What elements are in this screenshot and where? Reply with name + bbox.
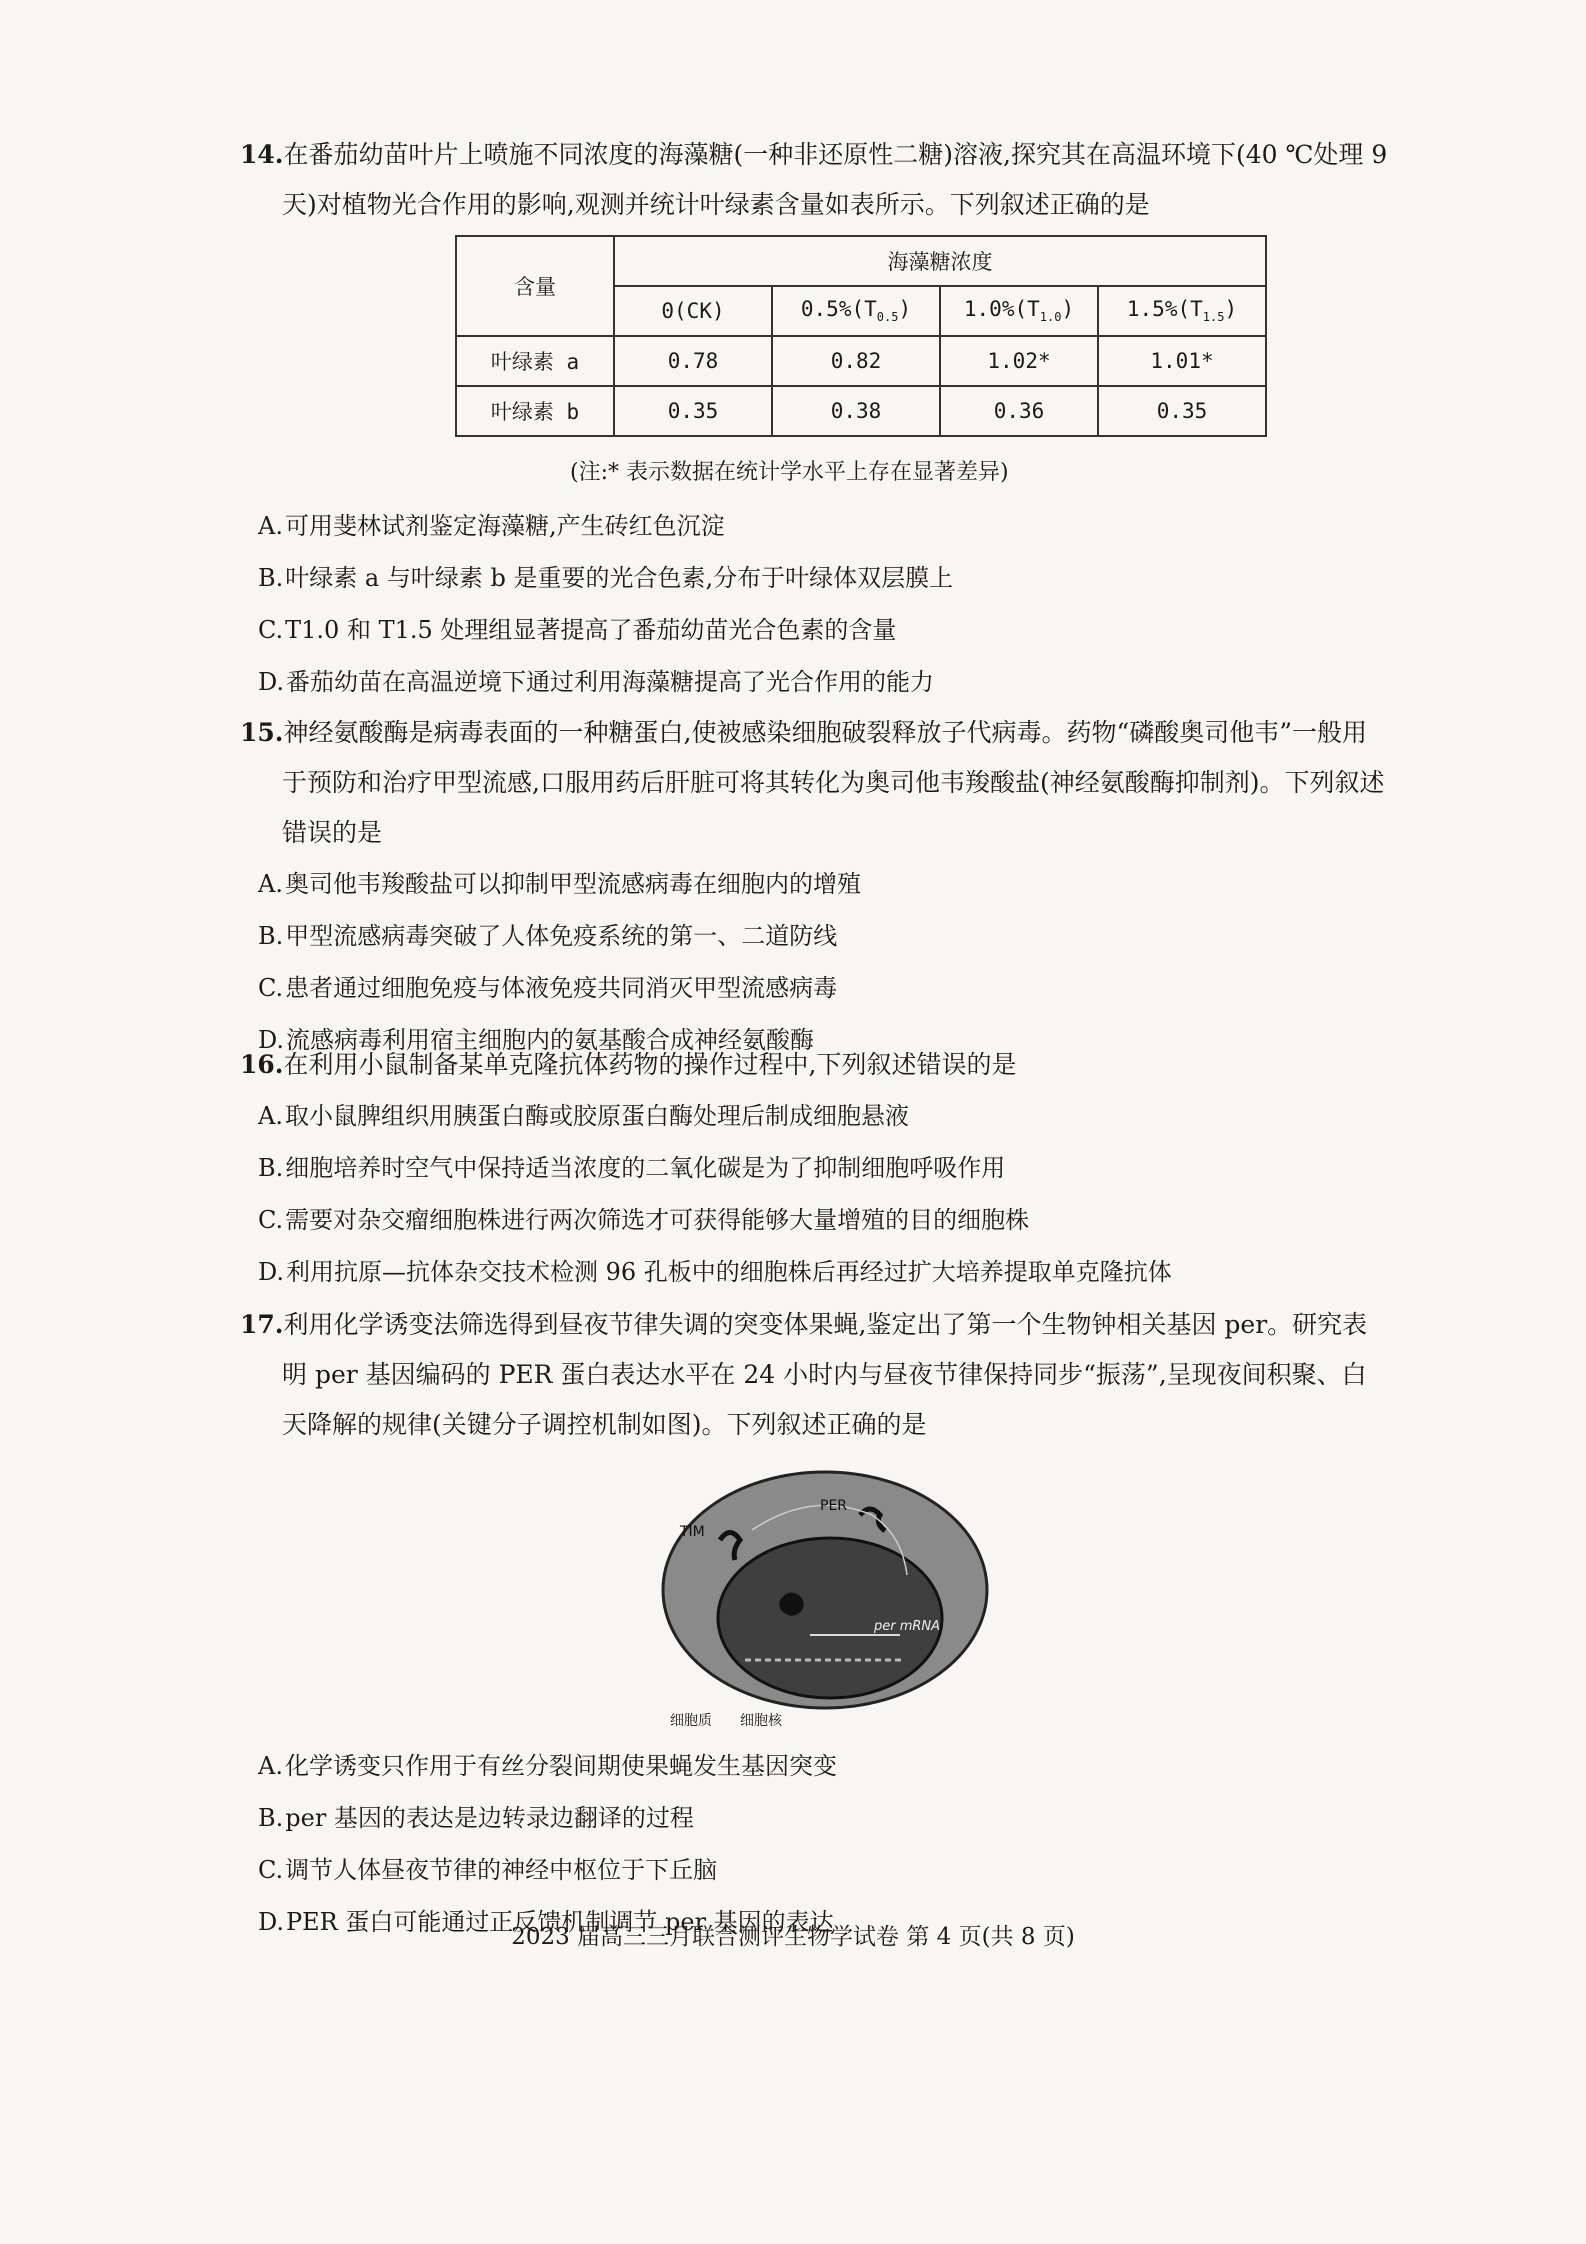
question-14-stem [240,130,1390,230]
cytoplasm-label: 细胞质 [670,1713,712,1729]
table-row [456,336,1266,386]
option-d: D.番茄幼苗在高温逆境下通过利用海藻糖提高了光合作用的能力 [258,668,935,696]
option-d: D.流感病毒利用宿主细胞内的氨基酸合成神经氨酸酶 [258,1026,815,1054]
question-text: 神经氨酸酶是病毒表面的一种糖蛋白,使被感染细胞破裂释放子代病毒。药物“磷酸奥司他韦”一般用于预防和治疗甲型流感,口服用药后肝脏可将其转化为奥司他韦羧酸盐(神经氨酸酶抑制剂)。下列叙述错误的是 [282,718,1385,847]
table-row [456,386,1266,436]
question-14 [240,130,1390,230]
page-footer: 2023 届高三三月联合测评生物学试卷 第 4 页(共 8 页) [511,1924,1075,1950]
table-cell: 0.35 [1098,386,1266,436]
question-17-options [240,1740,1390,1948]
option-a: A.可用斐林试剂鉴定海藻糖,产生砖红色沉淀 [258,512,725,540]
cell-diagram [660,1470,990,1734]
option-b: B.per 基因的表达是边转录边翻译的过程 [258,1804,694,1832]
tim-label: TIM [680,1524,705,1540]
option-a: A.奥司他韦羧酸盐可以抑制甲型流感病毒在细胞内的增殖 [258,870,861,898]
table-col-header: $0.5\%(T_{0.5})$ [772,286,940,336]
question-17-stem [240,1300,1390,1450]
option-b: B.细胞培养时空气中保持适当浓度的二氧化碳是为了抑制细胞呼吸作用 [258,1154,1006,1182]
option-a: A.化学诱变只作用于有丝分裂间期使果蝇发生基因突变 [258,1752,837,1780]
option-b: B.甲型流感病毒突破了人体免疫系统的第一、二道防线 [258,922,838,950]
table-row-label: 叶绿素 a [456,336,614,386]
table-cell: 0.82 [772,336,940,386]
question-15-stem [240,708,1390,858]
option-d: D.PER 蛋白可能通过正反馈机制调节 per 基因的表达 [258,1908,834,1936]
cell-diagram-svg [660,1470,990,1730]
question-16 [240,1040,1390,1298]
table-col-header: $1.0\%(T_{1.0})$ [940,286,1098,336]
option-c: C.患者通过细胞免疫与体液免疫共同消灭甲型流感病毒 [258,974,838,1002]
question-number: 15. [240,718,284,747]
option-d: D.利用抗原—抗体杂交技术检测 96 孔板中的细胞株后再经过扩大培养提取单克隆抗体 [258,1258,1172,1286]
question-16-stem [240,1040,1390,1090]
nucleus-label: 细胞核 [740,1713,782,1729]
table-cell: 0.36 [940,386,1098,436]
table-row-header: 含量 [456,236,614,336]
question-text: 利用化学诱变法筛选得到昼夜节律失调的突变体果蝇,鉴定出了第一个生物钟相关基因 per。研究表明 per 基因编码的 PER 蛋白表达水平在 24 小时内与昼夜节律保持同步“振荡”,呈现夜间积聚、白天降解的规律(关键分子调控机制如图)。下列叙述正确的是 [282,1310,1368,1439]
question-number: 17. [240,1310,284,1339]
option-a: A.取小鼠脾组织用胰蛋白酶或胶原蛋白酶处理后制成细胞悬液 [258,1102,909,1130]
chlorophyll-table [455,235,1267,437]
option-c: C.调节人体昼夜节律的神经中枢位于下丘脑 [258,1856,718,1884]
per-label: PER [820,1498,848,1514]
table-note: (注:* 表示数据在统计学水平上存在显著差异) [570,460,1009,485]
table-row-label: 叶绿素 b [456,386,614,436]
mrna-label: per mRNA [874,1619,941,1634]
nucleus-region [718,1538,942,1698]
question-17 [240,1300,1390,1450]
table-cell: 0.78 [614,336,772,386]
question-15 [240,708,1390,1066]
table-col-header: 0(CK) [614,286,772,336]
question-text: 在利用小鼠制备某单克隆抗体药物的操作过程中,下列叙述错误的是 [283,1050,1017,1079]
question-14-options [240,500,1390,708]
table-cell: 0.35 [614,386,772,436]
question-number: 16. [240,1050,284,1079]
table-cell: 1.02* [940,336,1098,386]
option-c: C.T1.0 和 T1.5 处理组显著提高了番茄幼苗光合色素的含量 [258,616,897,644]
question-text: 在番茄幼苗叶片上喷施不同浓度的海藻糖(一种非还原性二糖)溶液,探究其在高温环境下(40 ℃处理 9 天)对植物光合作用的影响,观测并统计叶绿素含量如表所示。下列叙述正确的是 [282,140,1388,219]
table-cell: 1.01* [1098,336,1266,386]
question-number: 14. [240,140,284,169]
option-c: C.需要对杂交瘤细胞株进行两次筛选才可获得能够大量增殖的目的细胞株 [258,1206,1030,1234]
table-cell: 0.38 [772,386,940,436]
option-b: B.叶绿素 a 与叶绿素 b 是重要的光合色素,分布于叶绿体双层膜上 [258,564,954,592]
table-col-header: $1.5\%(T_{1.5})$ [1098,286,1266,336]
table-col-group: 海藻糖浓度 [614,236,1266,286]
